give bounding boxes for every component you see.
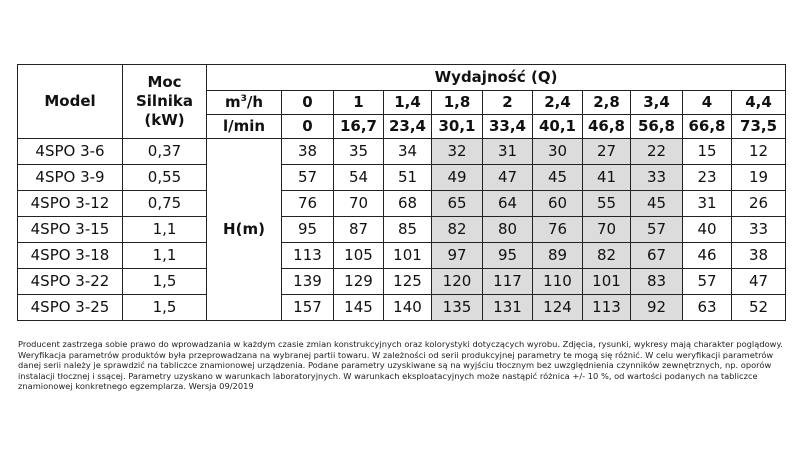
head-value-cell: 45 [533, 165, 583, 191]
disclaimer-footnote: Producent zastrzega sobie prawo do wprowadzania w każdym czasie zmian konstrukcyjnych oraz kolorystyki dotyczących wyrobu. Zdjęcia, rysunki, wykresy mają charakter poglądowy. Weryfikacja parametrów produktów była przeprowadzana na wybranej partii towaru. W zależności od serii produkcyjnej parametry te mogą się różnić. W celu weryfikacji parametrów danej serii należy je sprawdzić na tabliczce znamionowej urządzenia. Podane parametry uzyskiwane są na wyjściu tłocznym bez uwzględnienia czynników zewnętrznych, np. oporów instalacji tłocznej i ssącej. Parametry uzyskano w warunkach laboratoryjnych. W warunkach eksploatacyjnych może nastąpić różnica +/- 10 %, od wartości podanych na tabliczce znamionowej konkretnego egzemplarza. Wersja 09/2019 [18, 339, 783, 392]
flow-m3h-cell: 0 [282, 91, 334, 115]
flow-lmin-cell: 0 [282, 115, 334, 139]
head-value-cell: 95 [282, 217, 334, 243]
model-cell: 4SPO 3-15 [18, 217, 123, 243]
flow-m3h-cell: 1,8 [432, 91, 483, 115]
table-row [18, 243, 786, 269]
power-cell: 1,5 [123, 295, 207, 321]
head-value-cell: 105 [334, 243, 384, 269]
flow-m3h-cell: 4,4 [732, 91, 786, 115]
head-value-cell: 51 [384, 165, 432, 191]
head-value-cell: 49 [432, 165, 483, 191]
flow-lmin-cell: 56,8 [631, 115, 683, 139]
model-cell: 4SPO 3-22 [18, 269, 123, 295]
model-cell: 4SPO 3-9 [18, 165, 123, 191]
head-value-cell: 65 [432, 191, 483, 217]
unit-m3h-label: $m^3/h$ [207, 91, 282, 115]
power-header-line1: Moc [147, 73, 182, 92]
head-label: H(m) [207, 139, 282, 321]
head-value-cell: 145 [334, 295, 384, 321]
head-value-cell: 32 [432, 139, 483, 165]
head-value-cell: 68 [384, 191, 432, 217]
model-cell: 4SPO 3-12 [18, 191, 123, 217]
head-value-cell: 92 [631, 295, 683, 321]
head-value-cell: 12 [732, 139, 786, 165]
head-value-cell: 157 [282, 295, 334, 321]
head-value-cell: 101 [583, 269, 631, 295]
power-cell: 0,37 [123, 139, 207, 165]
head-value-cell: 76 [533, 217, 583, 243]
flow-lmin-cell: 30,1 [432, 115, 483, 139]
head-value-cell: 22 [631, 139, 683, 165]
model-header: Model [18, 65, 123, 139]
head-value-cell: 82 [583, 243, 631, 269]
flow-m3h-cell: 2,4 [533, 91, 583, 115]
pump-spec-table [17, 64, 786, 321]
head-value-cell: 54 [334, 165, 384, 191]
head-value-cell: 70 [583, 217, 631, 243]
head-value-cell: 38 [732, 243, 786, 269]
head-value-cell: 52 [732, 295, 786, 321]
flow-m3h-cell: 1 [334, 91, 384, 115]
head-value-cell: 95 [483, 243, 533, 269]
head-value-cell: 140 [384, 295, 432, 321]
head-value-cell: 76 [282, 191, 334, 217]
table-row [18, 295, 786, 321]
head-value-cell: 82 [432, 217, 483, 243]
unit-lmin-label: l/min [207, 115, 282, 139]
flow-m3h-cell: 2,8 [583, 91, 631, 115]
power-header [123, 65, 207, 139]
head-value-cell: 19 [732, 165, 786, 191]
power-header-line2: Silnika [135, 92, 193, 111]
flow-lmin-cell: 16,7 [334, 115, 384, 139]
head-value-cell: 30 [533, 139, 583, 165]
flow-lmin-cell: 66,8 [683, 115, 732, 139]
head-value-cell: 27 [583, 139, 631, 165]
table-row [18, 217, 786, 243]
power-header-line3: (kW) [144, 110, 185, 129]
flow-lmin-cell: 73,5 [732, 115, 786, 139]
flow-m3h-cell: 3,4 [631, 91, 683, 115]
head-value-cell: 125 [384, 269, 432, 295]
head-value-cell: 57 [631, 217, 683, 243]
head-value-cell: 135 [432, 295, 483, 321]
head-value-cell: 139 [282, 269, 334, 295]
model-cell: 4SPO 3-25 [18, 295, 123, 321]
head-value-cell: 15 [683, 139, 732, 165]
head-value-cell: 63 [683, 295, 732, 321]
head-value-cell: 110 [533, 269, 583, 295]
power-cell: 1,1 [123, 243, 207, 269]
head-value-cell: 131 [483, 295, 533, 321]
head-value-cell: 47 [732, 269, 786, 295]
head-value-cell: 113 [282, 243, 334, 269]
head-value-cell: 85 [384, 217, 432, 243]
head-value-cell: 57 [282, 165, 334, 191]
head-value-cell: 41 [583, 165, 631, 191]
table-row [18, 139, 786, 165]
table-row [18, 269, 786, 295]
capacity-header: Wydajność (Q) [207, 65, 786, 91]
head-value-cell: 89 [533, 243, 583, 269]
head-value-cell: 38 [282, 139, 334, 165]
head-value-cell: 129 [334, 269, 384, 295]
head-value-cell: 45 [631, 191, 683, 217]
model-cell: 4SPO 3-18 [18, 243, 123, 269]
head-value-cell: 33 [631, 165, 683, 191]
flow-lmin-cell: 46,8 [583, 115, 631, 139]
head-value-cell: 113 [583, 295, 631, 321]
head-value-cell: 87 [334, 217, 384, 243]
flow-lmin-cell: 23,4 [384, 115, 432, 139]
head-value-cell: 55 [583, 191, 631, 217]
head-value-cell: 31 [683, 191, 732, 217]
table-row [18, 191, 786, 217]
power-cell: 0,75 [123, 191, 207, 217]
flow-m3h-cell: 1,4 [384, 91, 432, 115]
head-value-cell: 40 [683, 217, 732, 243]
power-cell: 0,55 [123, 165, 207, 191]
flow-lmin-cell: 33,4 [483, 115, 533, 139]
head-value-cell: 46 [683, 243, 732, 269]
power-cell: 1,1 [123, 217, 207, 243]
head-value-cell: 57 [683, 269, 732, 295]
head-value-cell: 70 [334, 191, 384, 217]
head-value-cell: 34 [384, 139, 432, 165]
flow-lmin-cell: 40,1 [533, 115, 583, 139]
head-value-cell: 35 [334, 139, 384, 165]
table-row [18, 165, 786, 191]
head-value-cell: 83 [631, 269, 683, 295]
head-value-cell: 67 [631, 243, 683, 269]
model-cell: 4SPO 3-6 [18, 139, 123, 165]
head-value-cell: 101 [384, 243, 432, 269]
flow-m3h-cell: 2 [483, 91, 533, 115]
head-value-cell: 80 [483, 217, 533, 243]
head-value-cell: 97 [432, 243, 483, 269]
head-value-cell: 120 [432, 269, 483, 295]
head-value-cell: 23 [683, 165, 732, 191]
head-value-cell: 47 [483, 165, 533, 191]
power-cell: 1,5 [123, 269, 207, 295]
head-value-cell: 60 [533, 191, 583, 217]
head-value-cell: 124 [533, 295, 583, 321]
head-value-cell: 117 [483, 269, 533, 295]
head-value-cell: 31 [483, 139, 533, 165]
head-value-cell: 26 [732, 191, 786, 217]
head-value-cell: 33 [732, 217, 786, 243]
flow-m3h-cell: 4 [683, 91, 732, 115]
head-value-cell: 64 [483, 191, 533, 217]
